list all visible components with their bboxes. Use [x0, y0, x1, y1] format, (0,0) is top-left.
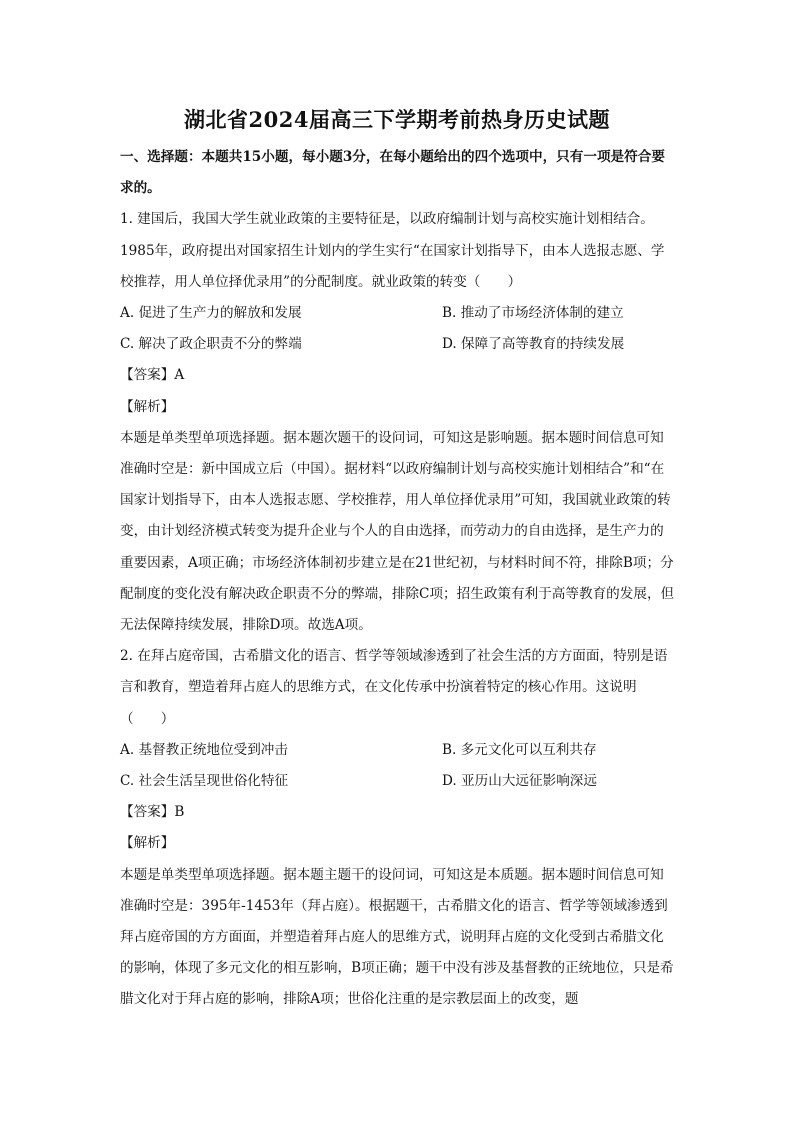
- option-c: C. 解决了政企职责不分的弊端: [120, 336, 302, 353]
- question-2: [120, 641, 675, 1015]
- option-d: D. 亚历山大远征影响深远: [442, 773, 597, 790]
- option-b: B. 多元文化可以互利共存: [442, 741, 597, 758]
- analysis-text: 本题是单类型单项选择题。据本题主题干的设问词，可知这是本质题。据本题时间信息可知准确时空是：395年-1453年（拜占庭）。根据题干，古希腊文化的语言、哲学等领域渗透到拜占庭帝国的方方面面，并塑造着拜占庭人的思维方式，说明拜占庭的文化受到古希腊文化的影响，体现了多元文化的相互影响，B项正确；题干中没有涉及基督教的正统地位，只是希腊文化对于拜占庭的影响，排除A项；世俗化注重的是宗教层面上的改变，题: [120, 866, 674, 1008]
- answer-label: 【答案】B: [120, 804, 185, 821]
- question-stem: 1. 建国后，我国大学生就业政策的主要特征是，以政府编制计划与高校实施计划相结合。1985年，政府提出对国家招生计划内的学生实行“在国家计划指导下，由本人选报志愿、学校推荐，用人单位择优录用”的分配制度。就业政策的转变（ ）: [120, 211, 665, 290]
- document-body: [120, 142, 675, 1016]
- analysis-text: 本题是单类型单项选择题。据本题次题干的设问词，可知这是影响题。据本题时间信息可知准确时空是：新中国成立后（中国）。据材料“以政府编制计划与高校实施计划相结合”和“在国家计划指导下，由本人选报志愿、学校推荐，用人单位择优录用”可知，我国就业政策的转变，由计划经济模式转变为提升企业与个人的自由选择，而劳动力的自由选择，是生产力的重要因素，A项正确；市场经济体制初步建立是在21世纪初，与材料时间不符，排除B项；分配制度的变化没有解决政企职责不分的弊端，排除C项；招生政策有利于高等教育的发展，但无法保障持续发展，排除D项。故选A项。: [120, 429, 675, 634]
- options-list: [120, 735, 675, 797]
- option-b: B. 推动了市场经济体制的建立: [442, 305, 624, 322]
- option-a: A. 基督教正统地位受到冲击: [120, 741, 288, 758]
- option-c: C. 社会生活呈现世俗化特征: [120, 773, 289, 790]
- section-heading: 一、选择题：本题共15小题，每小题3分，在每小题给出的四个选项中，只有一项是符合要求的。: [120, 149, 665, 197]
- analysis-label: 【解析】: [120, 398, 175, 415]
- question-stem: 2. 在拜占庭帝国，古希腊文化的语言、哲学等领域渗透到了社会生活的方方面面，特别是语言和教育，塑造着拜占庭人的思维方式，在文化传承中扮演着特定的核心作用。这说明（ ）: [120, 648, 668, 727]
- question-1: [120, 204, 675, 641]
- page-title: 湖北省2024届高三下学期考前热身历史试题: [184, 107, 610, 132]
- answer-label: 【答案】A: [120, 367, 185, 384]
- option-d: D. 保障了高等教育的持续发展: [442, 336, 625, 353]
- options-list: [120, 298, 675, 360]
- option-a: A. 促进了生产力的解放和发展: [120, 305, 302, 322]
- analysis-label: 【解析】: [120, 835, 175, 852]
